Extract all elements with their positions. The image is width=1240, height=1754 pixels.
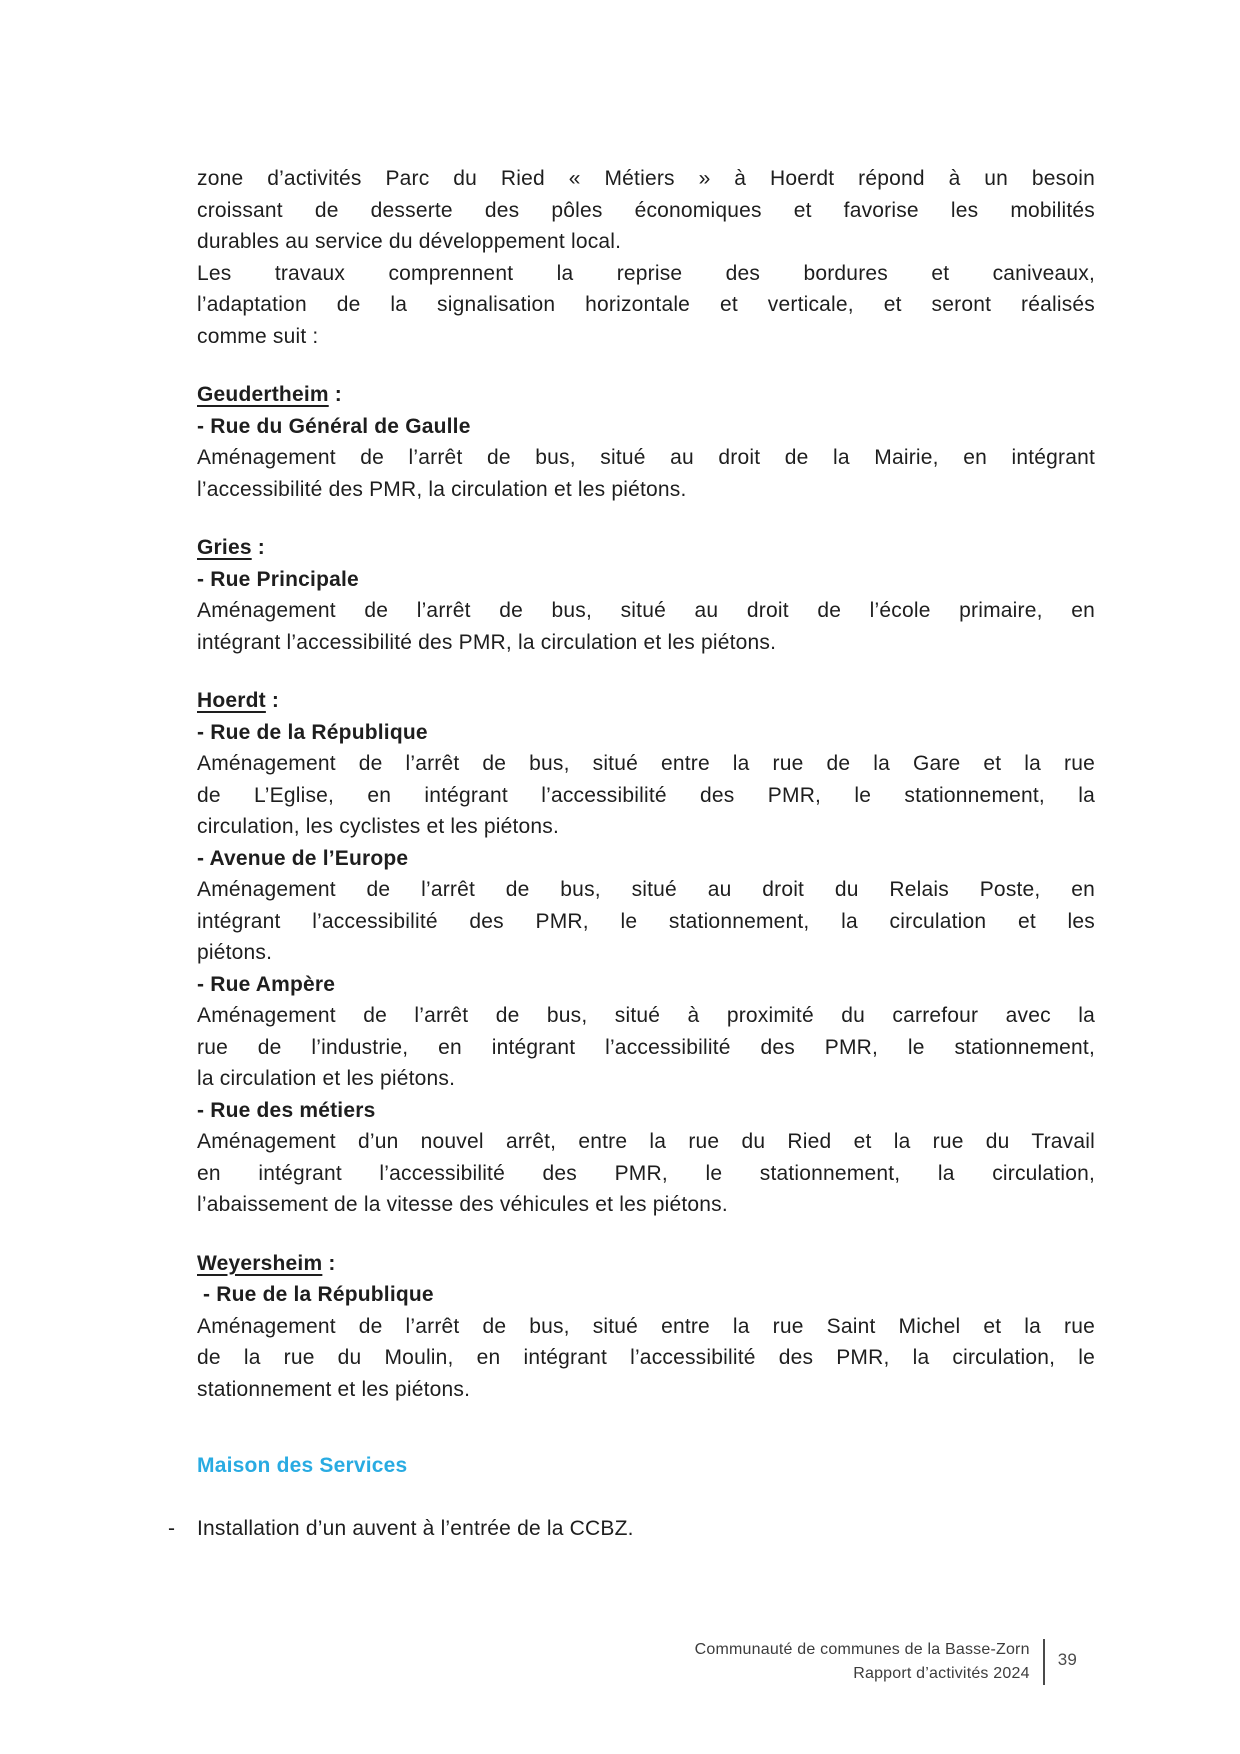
text-line: l’abaissement de la vitesse des véhicules et les piétons.	[197, 1193, 728, 1216]
text-line: piétons.	[197, 941, 273, 964]
text-line: rue de l’industrie, en intégrant l’accessibilité des PMR, le stationnement,	[197, 1035, 1095, 1059]
town-heading	[197, 532, 1095, 564]
list-item-installation	[168, 1513, 1095, 1545]
street-description	[197, 874, 1095, 969]
list-dash: -	[168, 1516, 176, 1540]
street-description	[197, 748, 1095, 843]
text-line: l’accessibilité des PMR, la circulation et les piétons.	[197, 477, 687, 501]
street-description	[197, 595, 1095, 658]
street-description	[197, 1126, 1095, 1221]
intro-paragraph-1	[197, 163, 1095, 258]
spacer	[197, 352, 1095, 379]
text-line: Aménagement de l’arrêt de bus, situé à proximité du carrefour avec la	[197, 1004, 1095, 1027]
town-colon: :	[251, 536, 265, 559]
town-name: Geudertheim	[197, 383, 329, 406]
footer-text	[695, 1638, 1030, 1685]
text-line: Les travaux comprennent la reprise des bordures et caniveaux,	[197, 261, 1095, 285]
spacer	[197, 1221, 1095, 1248]
street-heading: - Rue de la République	[197, 1283, 434, 1306]
street-heading: - Avenue de l’Europe	[197, 846, 409, 870]
section-weyersheim	[197, 1248, 1095, 1406]
text-line: Aménagement de l’arrêt de bus, situé au droit de l’école primaire, en	[197, 599, 1095, 622]
street-description	[197, 442, 1095, 505]
street-heading: - Rue du Général de Gaulle	[197, 414, 471, 438]
text-line: Aménagement de l’arrêt de bus, situé entre la rue de la Gare et la rue	[197, 752, 1095, 775]
town-colon: :	[328, 383, 342, 406]
section-hoerdt	[197, 685, 1095, 1221]
section-gries	[197, 532, 1095, 658]
text-line: durables au service du développement local.	[197, 230, 622, 253]
spacer	[197, 505, 1095, 532]
text-line: en intégrant l’accessibilité des PMR, le stationnement, la circulation,	[197, 1161, 1095, 1185]
section-geudertheim	[197, 379, 1095, 505]
text-line: circulation, les cyclistes et les piétons.	[197, 815, 560, 838]
text-line: Aménagement de l’arrêt de bus, situé au droit du Relais Poste, en	[197, 878, 1095, 901]
page-content	[168, 163, 1095, 1544]
footer-divider	[1043, 1639, 1045, 1685]
town-name: Weyersheim	[197, 1251, 323, 1275]
text-line: l’adaptation de la signalisation horizontale et verticale, et seront réalisés	[197, 293, 1095, 316]
street-description	[197, 1311, 1095, 1406]
spacer	[197, 658, 1095, 685]
street-heading: - Rue des métiers	[197, 1098, 376, 1122]
town-colon: :	[322, 1251, 336, 1275]
street-description	[197, 1000, 1095, 1095]
town-heading	[197, 685, 1095, 717]
text-line: intégrant l’accessibilité des PMR, la circulation et les piétons.	[197, 630, 777, 654]
intro-paragraph-2	[197, 258, 1095, 353]
spacer	[197, 1405, 1095, 1450]
text-line: comme suit :	[197, 324, 319, 348]
spacer	[197, 1482, 1095, 1513]
list-item-text: Installation d’un auvent à l’entrée de la CCBZ.	[197, 1516, 634, 1540]
town-heading	[197, 379, 1095, 411]
text-line: zone d’activités Parc du Ried « Métiers » à Hoerdt répond à un besoin	[197, 167, 1095, 190]
text-line: intégrant l’accessibilité des PMR, le stationnement, la circulation et les	[197, 909, 1095, 933]
town-name: Gries	[197, 536, 252, 559]
town-name: Hoerdt	[197, 689, 266, 712]
street-heading: - Rue Principale	[197, 567, 359, 591]
text-line: de L’Eglise, en intégrant l’accessibilité des PMR, le stationnement, la	[197, 783, 1095, 807]
text-line: de la rue du Moulin, en intégrant l’accessibilité des PMR, la circulation, le	[197, 1346, 1095, 1369]
services-heading: Maison des Services	[197, 1454, 408, 1477]
text-line: stationnement et les piétons.	[197, 1377, 471, 1401]
text-line: croissant de desserte des pôles économiques et favorise les mobilités	[197, 198, 1095, 222]
street-heading: - Rue Ampère	[197, 972, 336, 996]
text-line: Aménagement de l’arrêt de bus, situé entre la rue Saint Michel et la rue	[197, 1314, 1095, 1338]
footer-line1: Communauté de communes de la Basse-Zorn	[694, 1641, 1030, 1658]
town-colon: :	[265, 689, 280, 712]
town-heading	[197, 1248, 1095, 1280]
street-heading: - Rue de la République	[197, 720, 428, 744]
text-line: Aménagement de l’arrêt de bus, situé au droit de la Mairie, en intégrant	[197, 446, 1095, 469]
page-number: 39	[1057, 1649, 1077, 1669]
footer-line2: Rapport d’activités 2024	[853, 1664, 1030, 1682]
page-footer	[0, 1638, 1240, 1685]
text-line: la circulation et les piétons.	[197, 1067, 456, 1090]
text-line: Aménagement d’un nouvel arrêt, entre la rue du Ried et la rue du Travail	[197, 1130, 1095, 1153]
